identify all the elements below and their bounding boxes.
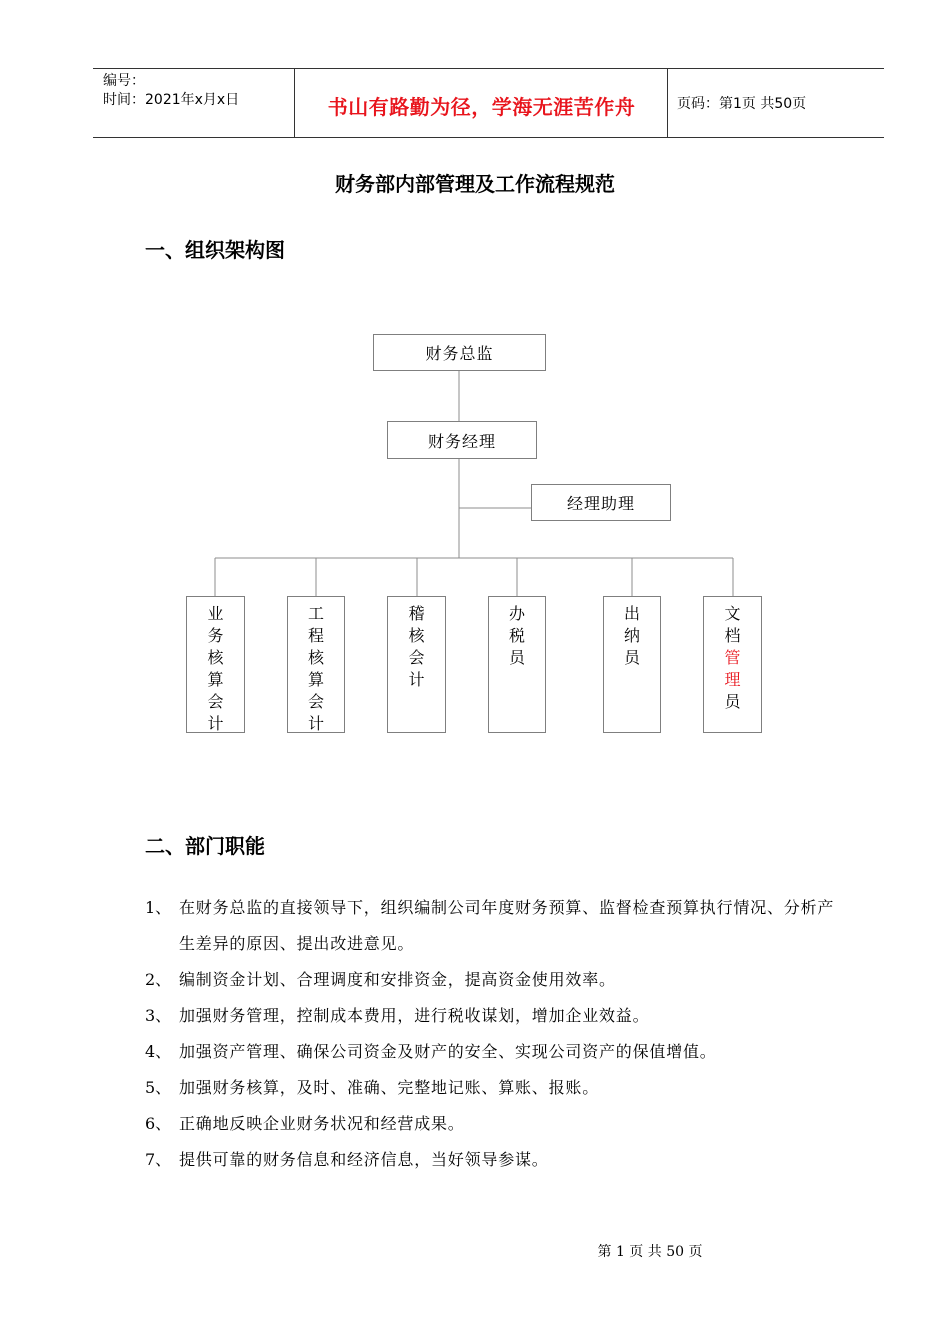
duty-text: 编制资金计划、合理调度和安排资金，提高资金使用效率。 (179, 970, 616, 989)
org-box-finance-manager: 财务经理 (387, 421, 537, 459)
org-box-char: 算 (207, 670, 224, 689)
org-box-char: 务 (207, 626, 224, 645)
duty-number: 7、 (145, 1150, 172, 1169)
org-box-archive-clerk (703, 596, 762, 733)
org-box-char: 员 (724, 692, 741, 711)
org-box-char: 程 (307, 626, 324, 645)
duty-item (145, 998, 845, 1034)
duty-number: 2、 (145, 970, 172, 989)
duty-item (145, 1070, 845, 1106)
duty-list (145, 890, 845, 1178)
org-box-audit-accountant (387, 596, 446, 733)
duty-text: 正确地反映企业财务状况和经营成果。 (179, 1114, 465, 1133)
time-label: 时间：2021年x月x日 (103, 92, 240, 108)
org-box-char: 核 (207, 648, 224, 667)
org-box-char: 会 (207, 692, 224, 711)
duty-item (145, 1106, 845, 1142)
org-box-char: 出 (623, 604, 640, 623)
org-box-char: 档 (724, 626, 741, 645)
org-box-manager-assistant: 经理助理 (531, 484, 671, 521)
org-box-char: 核 (307, 648, 324, 667)
org-box-char: 文 (724, 604, 741, 623)
org-box-char: 会 (307, 692, 324, 711)
org-box-char: 会 (408, 648, 425, 667)
org-box-char: 员 (508, 648, 525, 667)
org-box-business-accountant (186, 596, 245, 733)
code-label: 编号： (103, 73, 145, 89)
section-title-org: 一、组织架构图 (145, 238, 285, 262)
org-box-char: 纳 (623, 626, 640, 645)
duty-item (145, 1034, 845, 1070)
org-box-char: 计 (408, 670, 425, 689)
duty-text: 在财务总监的直接领导下，组织编制公司年度财务预算、监督检查预算执行情况、分析产生差异的原因、提出改进意见。 (179, 898, 835, 953)
org-box-char: 业 (207, 604, 224, 623)
header-table (93, 68, 884, 138)
duty-number: 3、 (145, 1006, 172, 1025)
page-info: 页码：第1页 共50页 (677, 96, 807, 112)
org-box-char: 计 (307, 714, 324, 733)
org-box-cashier (603, 596, 661, 733)
duty-number: 4、 (145, 1042, 172, 1061)
org-box-char: 工 (307, 604, 324, 623)
duty-item (145, 1142, 845, 1178)
document-title: 财务部内部管理及工作流程规范 (335, 172, 615, 196)
duty-text: 加强财务核算，及时、准确、完整地记账、算账、报账。 (179, 1078, 600, 1097)
org-box-engineering-accountant (287, 596, 345, 733)
org-box-char: 稽 (408, 604, 425, 623)
motto: 书山有路勤为径，学海无涯苦作舟 (327, 95, 636, 119)
section-title-duties: 二、部门职能 (145, 834, 265, 858)
org-box-char: 员 (623, 648, 640, 667)
duty-text: 加强资产管理、确保公司资金及财产的安全、实现公司资产的保值增值。 (179, 1042, 717, 1061)
duty-item (145, 962, 845, 998)
org-box-finance-director: 财务总监 (373, 334, 546, 371)
org-box-char: 办 (508, 604, 525, 623)
org-box-tax-clerk (488, 596, 546, 733)
page-footer: 第 1 页 共 50 页 (597, 1244, 703, 1260)
org-box-char: 核 (408, 626, 425, 645)
org-box-char: 税 (508, 626, 525, 645)
duty-number: 5、 (145, 1078, 172, 1097)
org-box-char: 管 (724, 648, 741, 667)
duty-number: 6、 (145, 1114, 172, 1133)
duty-text: 加强财务管理，控制成本费用，进行税收谋划，增加企业效益。 (179, 1006, 650, 1025)
org-box-char: 理 (724, 670, 741, 689)
duty-item (145, 890, 845, 962)
org-box-char: 计 (207, 714, 224, 733)
duty-text: 提供可靠的财务信息和经济信息，当好领导参谋。 (179, 1150, 549, 1169)
org-box-char: 算 (307, 670, 324, 689)
duty-number: 1、 (145, 898, 172, 917)
